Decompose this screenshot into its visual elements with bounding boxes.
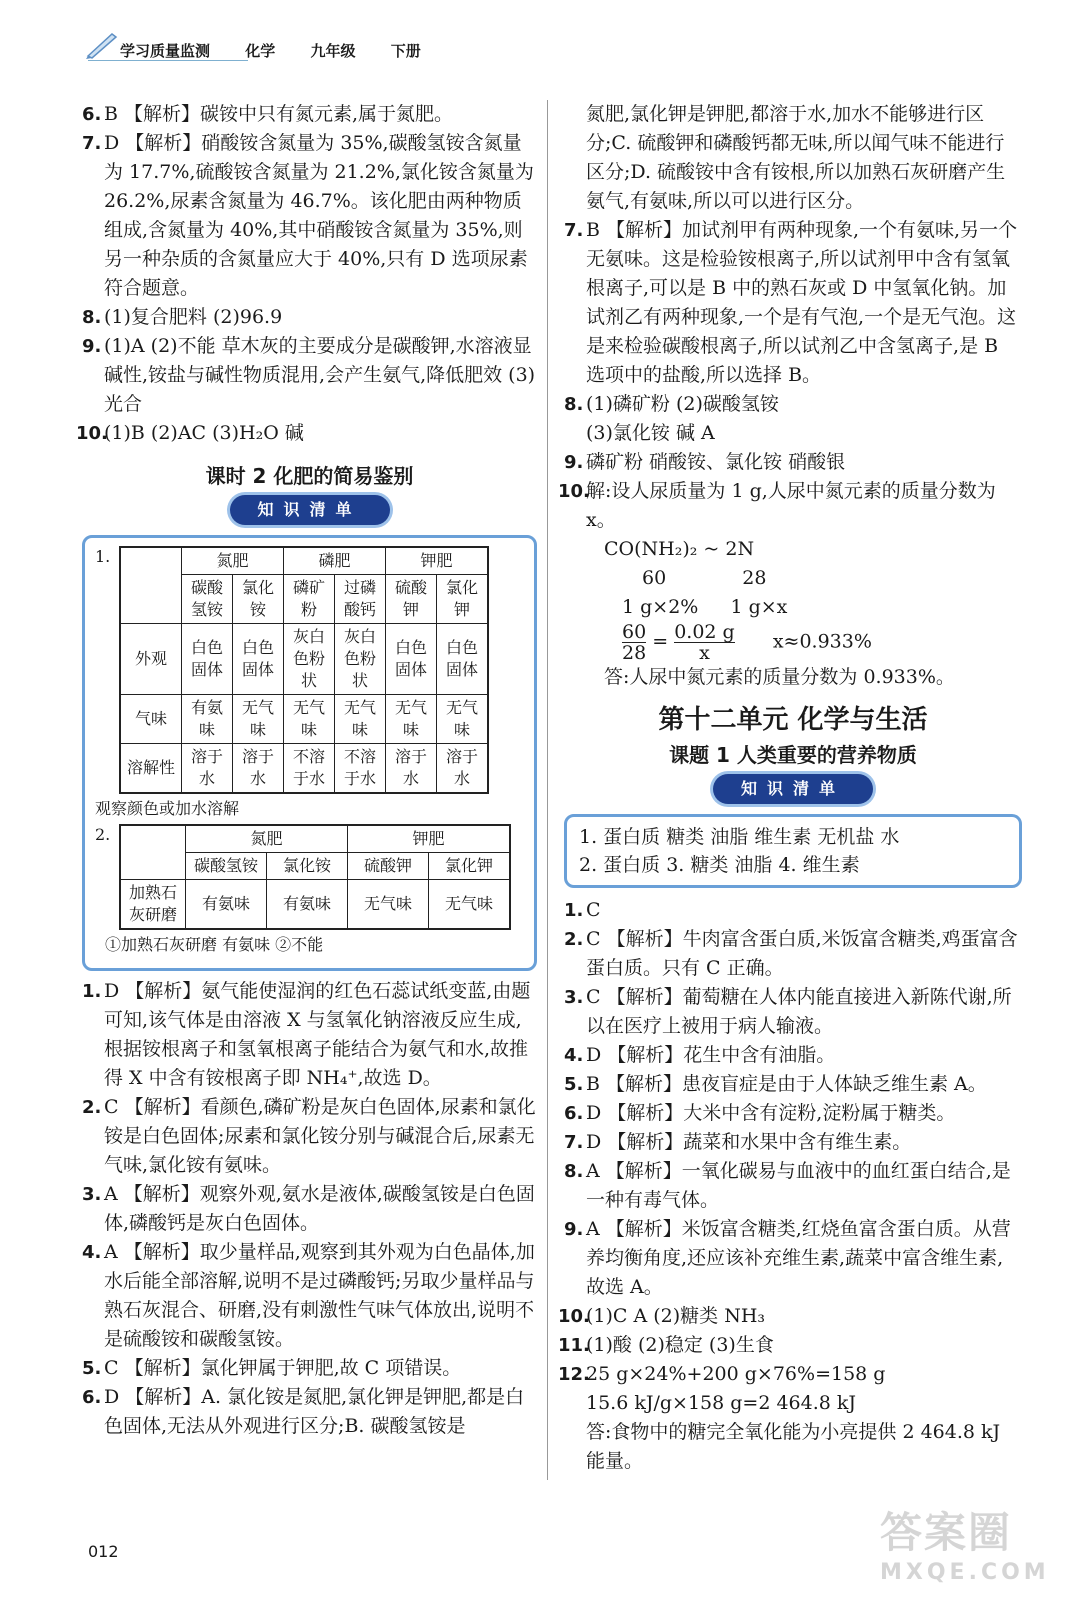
- fraction-1-num: 60: [622, 621, 647, 643]
- column-header: 碳酸氢铵: [182, 575, 233, 624]
- header-rule: [88, 60, 248, 61]
- answer-text: C: [586, 899, 601, 921]
- answer-number: 7.: [564, 220, 584, 241]
- table-cell: 溶于水: [386, 744, 437, 794]
- answer-item: [564, 983, 1022, 1041]
- group-header: 钾肥: [386, 547, 489, 575]
- answer-item: [82, 303, 537, 332]
- table-cell: 白色固体: [182, 624, 233, 695]
- answer-number: 8.: [564, 394, 584, 415]
- answer-number: 9.: [564, 1219, 584, 1240]
- box-line-2: 2. 蛋白质 3. 糖类 油脂 4. 维生素: [579, 854, 860, 876]
- answer-item: [564, 1128, 1022, 1157]
- quantity-2: 1 g×x: [730, 596, 788, 618]
- result: x≈0.933%: [772, 630, 872, 653]
- fraction-2: [674, 622, 735, 663]
- answer-number: 8.: [82, 307, 102, 328]
- table-cell: 无气味: [233, 695, 284, 744]
- answer-text: B 【解析】患夜盲症是由于人体缺乏维生素 A。: [586, 1073, 987, 1095]
- answer-item: [564, 448, 1022, 477]
- watermark: [880, 1500, 1060, 1590]
- answer-text: B 【解析】加试剂甲有两种现象,一个有氨味,另一个无氨味。这是检验铵根离子,所以试剂甲中含有氢氧根离子,可以是 B 中的熟石灰或 D 中氢氧化钠。加试剂乙有两种现象,一个是有气泡,一个是无气泡。这是来检验碳酸根离子,所以试剂乙中含氢离子,是 B 选项中的盐酸,所以选择 B。: [586, 219, 1018, 386]
- answer-text: (1)磷矿粉 (2)碳酸氢铵: [586, 393, 779, 415]
- volume: 下册: [390, 42, 421, 60]
- box-line-1: 1. 蛋白质 糖类 油脂 维生素 无机盐 水: [579, 826, 900, 848]
- group-header: 氮肥: [186, 825, 348, 853]
- table-cell: 无气味: [386, 695, 437, 744]
- answer-item: [82, 1238, 537, 1354]
- answer-item: [564, 1215, 1022, 1302]
- table-cell: 不溶于水: [335, 744, 386, 794]
- table-cell: 无气味: [335, 695, 386, 744]
- table-cell: 有氨味: [186, 880, 267, 930]
- answer-item: [564, 390, 1022, 419]
- answer-number: 10.: [558, 481, 590, 502]
- answer-number: 1.: [82, 981, 102, 1002]
- column-header: 硫酸钾: [348, 853, 429, 880]
- answer-text: D 【解析】花生中含有油脂。: [586, 1044, 836, 1066]
- table-cell: 白色固体: [386, 624, 437, 695]
- answer-item: [82, 1354, 537, 1383]
- answer-item: [558, 1331, 1022, 1360]
- fraction-2-den: x: [699, 642, 710, 664]
- table-cell: 灰白色粉状: [335, 624, 386, 695]
- answer-text: 25 g×24%+200 g×76%=158 g: [586, 1363, 886, 1385]
- column-header: 氯化钾: [437, 575, 489, 624]
- table-corner: [120, 547, 182, 624]
- group-header: 磷肥: [284, 547, 386, 575]
- answer-item: [82, 332, 537, 419]
- answer-item: [558, 477, 1022, 535]
- answer-text: (1)酸 (2)稳定 (3)生食: [586, 1334, 774, 1356]
- answer-number: 7.: [564, 1132, 584, 1153]
- fraction-1-den: 28: [622, 642, 647, 664]
- formula: CO(NH₂)₂ ~ 2N: [604, 538, 755, 560]
- answer-item: [564, 1041, 1022, 1070]
- knowledge-badge-2: 知识清单: [713, 774, 873, 804]
- answer-item: [564, 896, 1022, 925]
- answer-number: 3.: [82, 1184, 102, 1205]
- table-cell: 不溶于水: [284, 744, 335, 794]
- answer-number: 6.: [564, 1103, 584, 1124]
- ammonia-test-table: [119, 824, 511, 930]
- continued-text: 氮肥,氯化钾是钾肥,都溶于水,加水不能够进行区分;C. 硫酸钾和磷酸钙都无味,所以闻气味不能进行区分;D. 硫酸铵中含有铵根,所以加熟石灰研磨产生氨气,有氨味,所以可以进行区分。: [586, 103, 1006, 212]
- subject: 化学: [245, 42, 276, 60]
- answer-item: [564, 1070, 1022, 1099]
- answer-item: [76, 419, 537, 448]
- column-header: 过磷酸钙: [335, 575, 386, 624]
- answer-number: 5.: [564, 1074, 584, 1095]
- quantities: [604, 593, 1022, 622]
- table-cell: 溶于水: [437, 744, 489, 794]
- answer-item: [564, 216, 1022, 390]
- answer-number: 6.: [82, 1387, 102, 1408]
- group-header: 钾肥: [348, 825, 511, 853]
- answer-number: 1.: [564, 900, 584, 921]
- answer-text: (1)复合肥料 (2)96.9: [104, 306, 283, 328]
- calc12-line-1: 15.6 kJ/g×158 g=2 464.8 kJ: [586, 1392, 857, 1414]
- fertilizer-table: [119, 546, 489, 794]
- table-cell: 白色固体: [233, 624, 284, 695]
- answer-item: [564, 1099, 1022, 1128]
- answer-item: [558, 1302, 1022, 1331]
- answer-number: 12.: [558, 1364, 590, 1385]
- answer-text: C 【解析】氯化钾属于钾肥,故 C 项错误。: [104, 1357, 462, 1379]
- page-number: 012: [88, 1542, 119, 1561]
- row-header: 加熟石灰研磨: [120, 880, 186, 930]
- right-column: [558, 100, 1022, 1476]
- left-column: [76, 100, 537, 1441]
- answer-number: 4.: [564, 1045, 584, 1066]
- answers-unit12: [558, 896, 1022, 1389]
- calculation: [564, 535, 1022, 692]
- table-cell: 有氨味: [182, 695, 233, 744]
- answer-item: [564, 925, 1022, 983]
- column-header: 硫酸钾: [386, 575, 437, 624]
- answer-text: (1)A (2)不能 草木灰的主要成分是碳酸钾,水溶液显碱性,铵盐与碱性物质混用,会产生氨气,降低肥效 (3)光合: [104, 335, 536, 415]
- answer-number: 11.: [558, 1335, 590, 1356]
- row-header: 外观: [120, 624, 182, 695]
- answer-text: C 【解析】看颜色,磷矿粉是灰白色固体,尿素和氯化铵是白色固体;尿素和氯化铵分别与碱混合后,尿素无气味,氯化铵有氨味。: [104, 1096, 536, 1176]
- unit-title: 第十二单元 化学与生活: [658, 705, 928, 735]
- answer-text: D 【解析】大米中含有淀粉,淀粉属于糖类。: [586, 1102, 956, 1124]
- lesson-title: 课题 1 人类重要的营养物质: [669, 743, 917, 767]
- row-header: 气味: [120, 695, 182, 744]
- answer-text: D 【解析】蔬菜和水果中含有维生素。: [586, 1131, 912, 1153]
- knowledge-box: [82, 535, 537, 971]
- table-cell: 无气味: [348, 880, 429, 930]
- proportion: $\frac{60}{28}$ = $\frac{0.02 g}{x}$ x≈0.933%: [622, 621, 872, 664]
- section-title: 课时 2 化肥的简易鉴别: [205, 464, 414, 488]
- knowledge-box-2: [564, 814, 1022, 888]
- fraction-1: [622, 622, 646, 663]
- answer-text: D 【解析】氨气能使湿润的红色石蕊试纸变蓝,由题可知,该气体是由溶液 X 与氢氧化钠溶液反应生成,根据铵根离子和氢氧根离子能结合为氨气和水,故推得 X 中含有铵根离子即 NH₄⁺,故选 D。: [104, 980, 531, 1089]
- table-cell: 溶于水: [233, 744, 284, 794]
- table-cell: 溶于水: [182, 744, 233, 794]
- watermark-url: MXQE.COM: [880, 1560, 1050, 1585]
- column-header: 磷矿粉: [284, 575, 335, 624]
- answer-text: D 【解析】硝酸铵含氮量为 35%,碳酸氢铵含氮量为 17.7%,硫酸铵含氮量为 21.2%,氯化铵含氮量为 26.2%,尿素含氮量为 46.7%。该化肥由两种物质组成,含氮量为 40%,其中硝酸铵含氮量为 35%,则另一种杂质的含氮量应大于 40%,只有 D 选项尿素符合题意。: [104, 132, 534, 299]
- answer-text: C 【解析】牛肉富含蛋白质,米饭富含糖类,鸡蛋富含蛋白质。只有 C 正确。: [586, 928, 1018, 979]
- table-cell: 有氨味: [267, 880, 348, 930]
- answer-number: 4.: [82, 1242, 102, 1263]
- answer-text: A 【解析】一氧化碳易与血液中的血红蛋白结合,是一种有毒气体。: [586, 1160, 1011, 1211]
- answer-number: 7.: [82, 133, 102, 154]
- answer-item: [82, 1180, 537, 1238]
- answer-number: 3.: [564, 987, 584, 1008]
- answer-text: A 【解析】米饭富含糖类,红烧鱼富含蛋白质。从营养均衡角度,还应该补充维生素,蔬菜中富含维生素,故选 A。: [586, 1218, 1011, 1298]
- answer-text: B 【解析】碳铵中只有氮元素,属于氮肥。: [104, 103, 454, 125]
- answer-text: A 【解析】观察外观,氨水是液体,碳酸氢铵是白色固体,磷酸钙是灰白色固体。: [104, 1183, 535, 1234]
- answer-text: 解:设人尿质量为 1 g,人尿中氮元素的质量分数为 x。: [586, 480, 996, 531]
- answer-number: 9.: [564, 452, 584, 473]
- answer-text: (1)C A (2)糖类 NH₃: [586, 1305, 766, 1327]
- column-header: 氯化钾: [429, 853, 511, 880]
- page-header: [88, 40, 451, 61]
- answer-text: (1)B (2)AC (3)H₂O 碱: [104, 422, 304, 444]
- mass-1: 60: [642, 567, 667, 589]
- column-divider: [547, 100, 548, 1480]
- quantity-1: 1 g×2%: [622, 596, 699, 618]
- answer-item: [82, 1383, 537, 1441]
- table-corner: [120, 825, 186, 880]
- answer-number: 2.: [82, 1097, 102, 1118]
- answer-text: A 【解析】取少量样品,观察到其外观为白色晶体,加水后能全部溶解,说明不是过磷酸钙;另取少量样品与熟石灰混合、研磨,没有刺激性气味气体放出,说明不是硫酸铵和碳酸氢铵。: [104, 1241, 535, 1350]
- book-title: 学习质量监测: [120, 42, 211, 60]
- grade: 九年级: [310, 42, 356, 60]
- molar-masses: [604, 564, 1022, 593]
- answer-number: 5.: [82, 1358, 102, 1379]
- table1-label: 1.: [95, 547, 111, 566]
- mass-2: 28: [742, 567, 767, 589]
- column-header: 碳酸氢铵: [186, 853, 267, 880]
- knowledge-badge: 知识清单: [230, 495, 390, 525]
- answers-lesson1: [76, 100, 537, 448]
- row-header: 溶解性: [120, 744, 182, 794]
- table-cell: 无气味: [429, 880, 511, 930]
- answer-item: [82, 129, 537, 303]
- table1-note: 观察颜色或加水溶解: [95, 799, 240, 818]
- answer-number: 9.: [82, 336, 102, 357]
- fraction-2-num: 0.02 g: [674, 621, 735, 643]
- answer-number: 10.: [76, 423, 108, 444]
- table-cell: 无气味: [284, 695, 335, 744]
- answer-text: 磷矿粉 硝酸铵、氯化铵 硝酸银: [586, 451, 846, 473]
- watermark-logo: 答案圈: [880, 1508, 1013, 1557]
- answer-item: [82, 1093, 537, 1180]
- answer-item: [564, 419, 1022, 448]
- answer-item: [82, 100, 537, 129]
- answer-number: 2.: [564, 929, 584, 950]
- calc12-line-2: 答:食物中的糖完全氧化能为小亮提供 2 464.8 kJ 能量。: [586, 1421, 1001, 1472]
- answer-number: 10.: [558, 1306, 590, 1327]
- answer-item: [564, 1157, 1022, 1215]
- table2-label: 2.: [95, 825, 111, 844]
- table2-note: ①加熟石灰研磨 有氨味 ②不能: [105, 935, 324, 954]
- calc-answer: 答:人尿中氮元素的质量分数为 0.933%。: [604, 666, 955, 688]
- group-header: 氮肥: [182, 547, 284, 575]
- answer-item: [82, 977, 537, 1093]
- table-cell: 白色固体: [437, 624, 489, 695]
- answers-lesson2: [82, 977, 537, 1441]
- answer-text: C 【解析】葡萄糖在人体内能直接进入新陈代谢,所以在医疗上被用于病人输液。: [586, 986, 1012, 1037]
- column-header: 氯化铵: [233, 575, 284, 624]
- answers-continued: [558, 216, 1022, 535]
- answer-item: [558, 1360, 1022, 1389]
- table-cell: 灰白色粉状: [284, 624, 335, 695]
- answer-text: D 【解析】A. 氯化铵是氮肥,氯化钾是钾肥,都是白色固体,无法从外观进行区分;B. 碳酸氢铵是: [104, 1386, 525, 1437]
- answer-number: 6.: [82, 104, 102, 125]
- answer-text: (3)氯化铵 碱 A: [586, 422, 715, 444]
- table-cell: 无气味: [437, 695, 489, 744]
- calc12: [564, 1389, 1022, 1476]
- answer-number: 8.: [564, 1161, 584, 1182]
- column-header: 氯化铵: [267, 853, 348, 880]
